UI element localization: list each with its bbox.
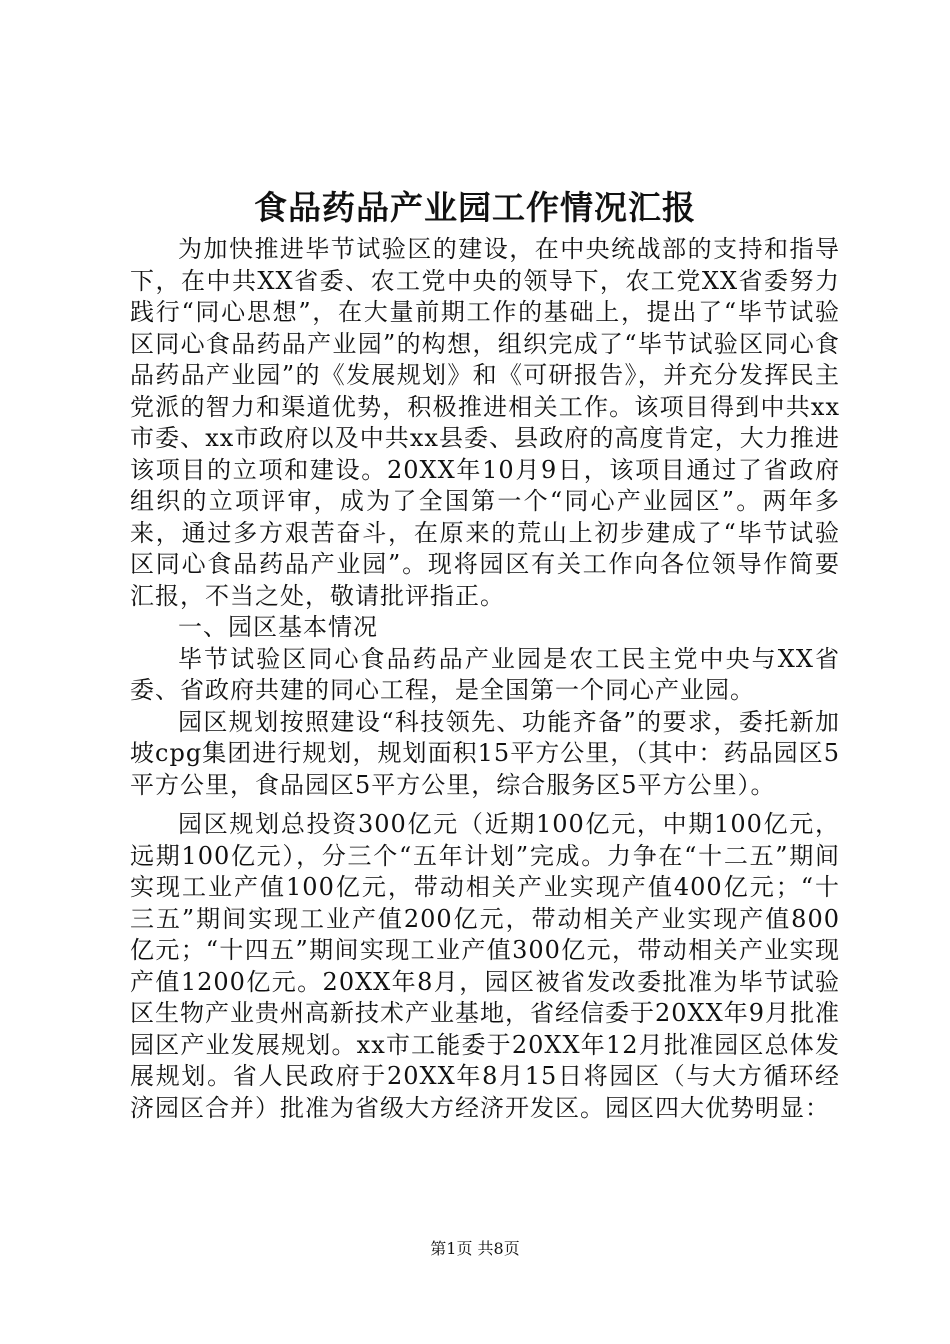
body-paragraph: 园区规划按照建设“科技领先、功能齐备”的要求，委托新加坡cpg集团进行规划，规划面积15平方公里，（其中：药品园区5平方公里，食品园区5平方公里，综合服务区5平方公里）。 (130, 707, 840, 799)
section-heading: 一、园区基本情况 (178, 613, 378, 641)
intro-paragraph: 为加快推进毕节试验区的建设，在中央统战部的支持和指导下，在中共XX省委、农工党中央的领导下，农工党XX省委努力践行“同心思想”，在大量前期工作的基础上，提出了“毕节试验区同心食品药品产业园”的构想，组织完成了“毕节试验区同心食品药品产业园”的《发展规划》和《可研报告》，并充分发挥民主党派的智力和渠道优势，积极推进相关工作。该项目得到中共xx市委、xx市政府以及中共xx县委、县政府的高度肯定，大力推进该项目的立项和建设。20XX年10月9日，该项目通过了省政府组织的立项评审，成为了全国第一个“同心产业园区”。两年多来，通过多方艰苦奋斗，在原来的荒山上初步建成了“毕节试验区同心食品药品产业园”。现将园区有关工作向各位领导作简要汇报，不当之处，敬请批评指正。 (130, 235, 840, 610)
body-paragraph: 毕节试验区同心食品药品产业园是农工民主党中央与XX省委、省政府共建的同心工程，是全国第一个同心产业园。 (130, 644, 840, 704)
document-title: 食品药品产业园工作情况汇报 (254, 188, 696, 227)
page-number-footer: 第1页 共8页 (430, 1239, 520, 1258)
body-paragraph: 园区规划总投资300亿元（近期100亿元，中期100亿元，远期100亿元），分三个“五年计划”完成。力争在“十二五”期间实现工业产值100亿元，带动相关产业实现产值400亿元；“十三五”期间实现工业产值200亿元，带动相关产业实现产值800亿元；“十四五”期间实现工业产值300亿元，带动相关产业实现产值1200亿元。20XX年8月，园区被省发改委批准为毕节试验区生物产业贵州高新技术产业基地，省经信委于20XX年9月批准园区产业发展规划。xx市工能委于20XX年12月批准园区总体发展规划。省人民政府于20XX年8月15日将园区（与大方循环经济园区合并）批准为省级大方经济开发区。园区四大优势明显： (130, 810, 840, 1122)
document-body (130, 234, 840, 1124)
